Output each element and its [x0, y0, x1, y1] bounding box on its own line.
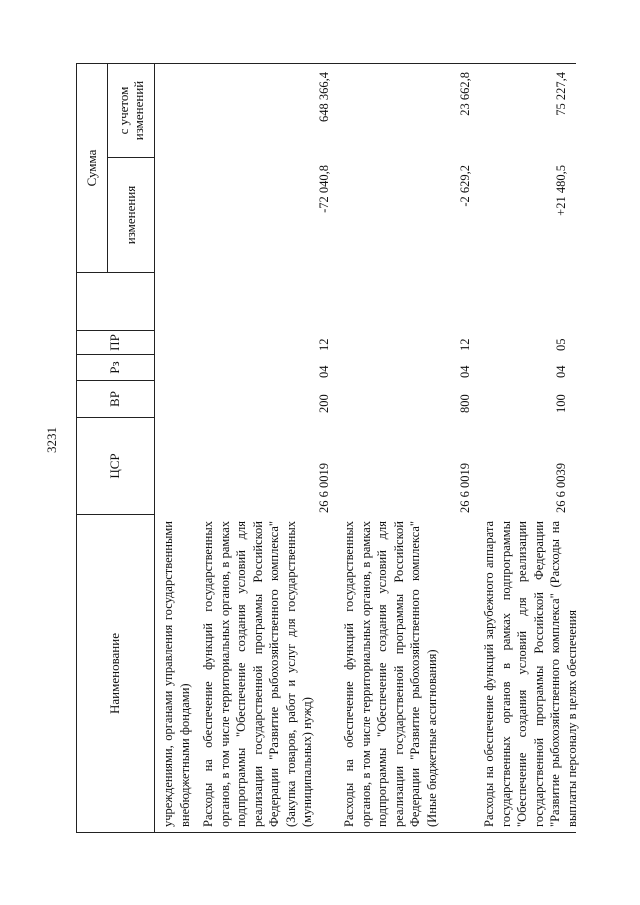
row-3-total: 75 227,4 [554, 72, 568, 116]
row-2-csr: 26 6 0019 [458, 463, 472, 513]
table-left-border [76, 832, 576, 833]
row-2-change: -2 629,2 [458, 165, 472, 207]
header-rz: Рз [107, 361, 123, 374]
row-1-total: 648 366,4 [317, 72, 331, 122]
header-name: Наименование [107, 633, 123, 714]
row-1-name: Расходы на обеспечение функций государственных органов, в том числе территориальных органов, в рамках подпрограммы "Обеспечение создания условий для реализации государственной программы Российской Федерации "Развитие рыбохозяйственного комплекса" (Закупка товаров, работ и услуг для государственных (муниципальных) нужд) [201, 521, 314, 827]
budget-table [76, 63, 579, 833]
row-1-pr: 12 [317, 338, 331, 351]
header-csr: ЦСР [107, 453, 123, 479]
row-2-pr: 12 [458, 338, 472, 351]
row-2-rz: 04 [458, 365, 472, 378]
col-divider [76, 272, 154, 273]
header-vr: ВР [107, 391, 123, 407]
header-sum: Сумма [83, 149, 99, 187]
header-with-changes: с учетом изменений [116, 80, 146, 141]
header-bottom-border [154, 63, 155, 833]
row-2-name: Расходы на обеспечение функций государственных органов, в том числе территориальных органов, в рамках подпрограммы "Обеспечение создания условий для реализации государственной программы Российской Федерации "Развитие рыбохозяйственного комплекса" (Иные бюджетные ассигнования) [342, 521, 439, 827]
row-3-rz: 04 [554, 365, 568, 378]
page-number: 3231 [44, 427, 59, 453]
row-2-total: 23 662,8 [458, 72, 472, 116]
header-change: изменения [122, 185, 138, 245]
row-3-change: +21 480,5 [554, 165, 568, 216]
row-3-name: Расходы на обеспечение функций зарубежного аппарата государственных органов в рамках подпрограммы "Обеспечение создания условий для реализации государственной программы Российской Федерации "Развитие рыбохозяйственного комплекса" (Расходы на выплаты персоналу в целях обеспечения [482, 521, 579, 827]
header-pr: ПР [107, 334, 123, 351]
continuation-text: учреждениями, органами управления государственными внебюджетными фондами) [161, 521, 192, 827]
row-1-csr: 26 6 0019 [317, 463, 331, 513]
row-3-csr: 26 6 0039 [554, 463, 568, 513]
row-1-vr: 200 [317, 394, 331, 413]
row-3-pr: 05 [554, 338, 568, 351]
row-1-rz: 04 [317, 365, 331, 378]
row-1-change: -72 040,8 [317, 165, 331, 213]
row-3-vr: 100 [554, 394, 568, 413]
row-2-vr: 800 [458, 394, 472, 413]
